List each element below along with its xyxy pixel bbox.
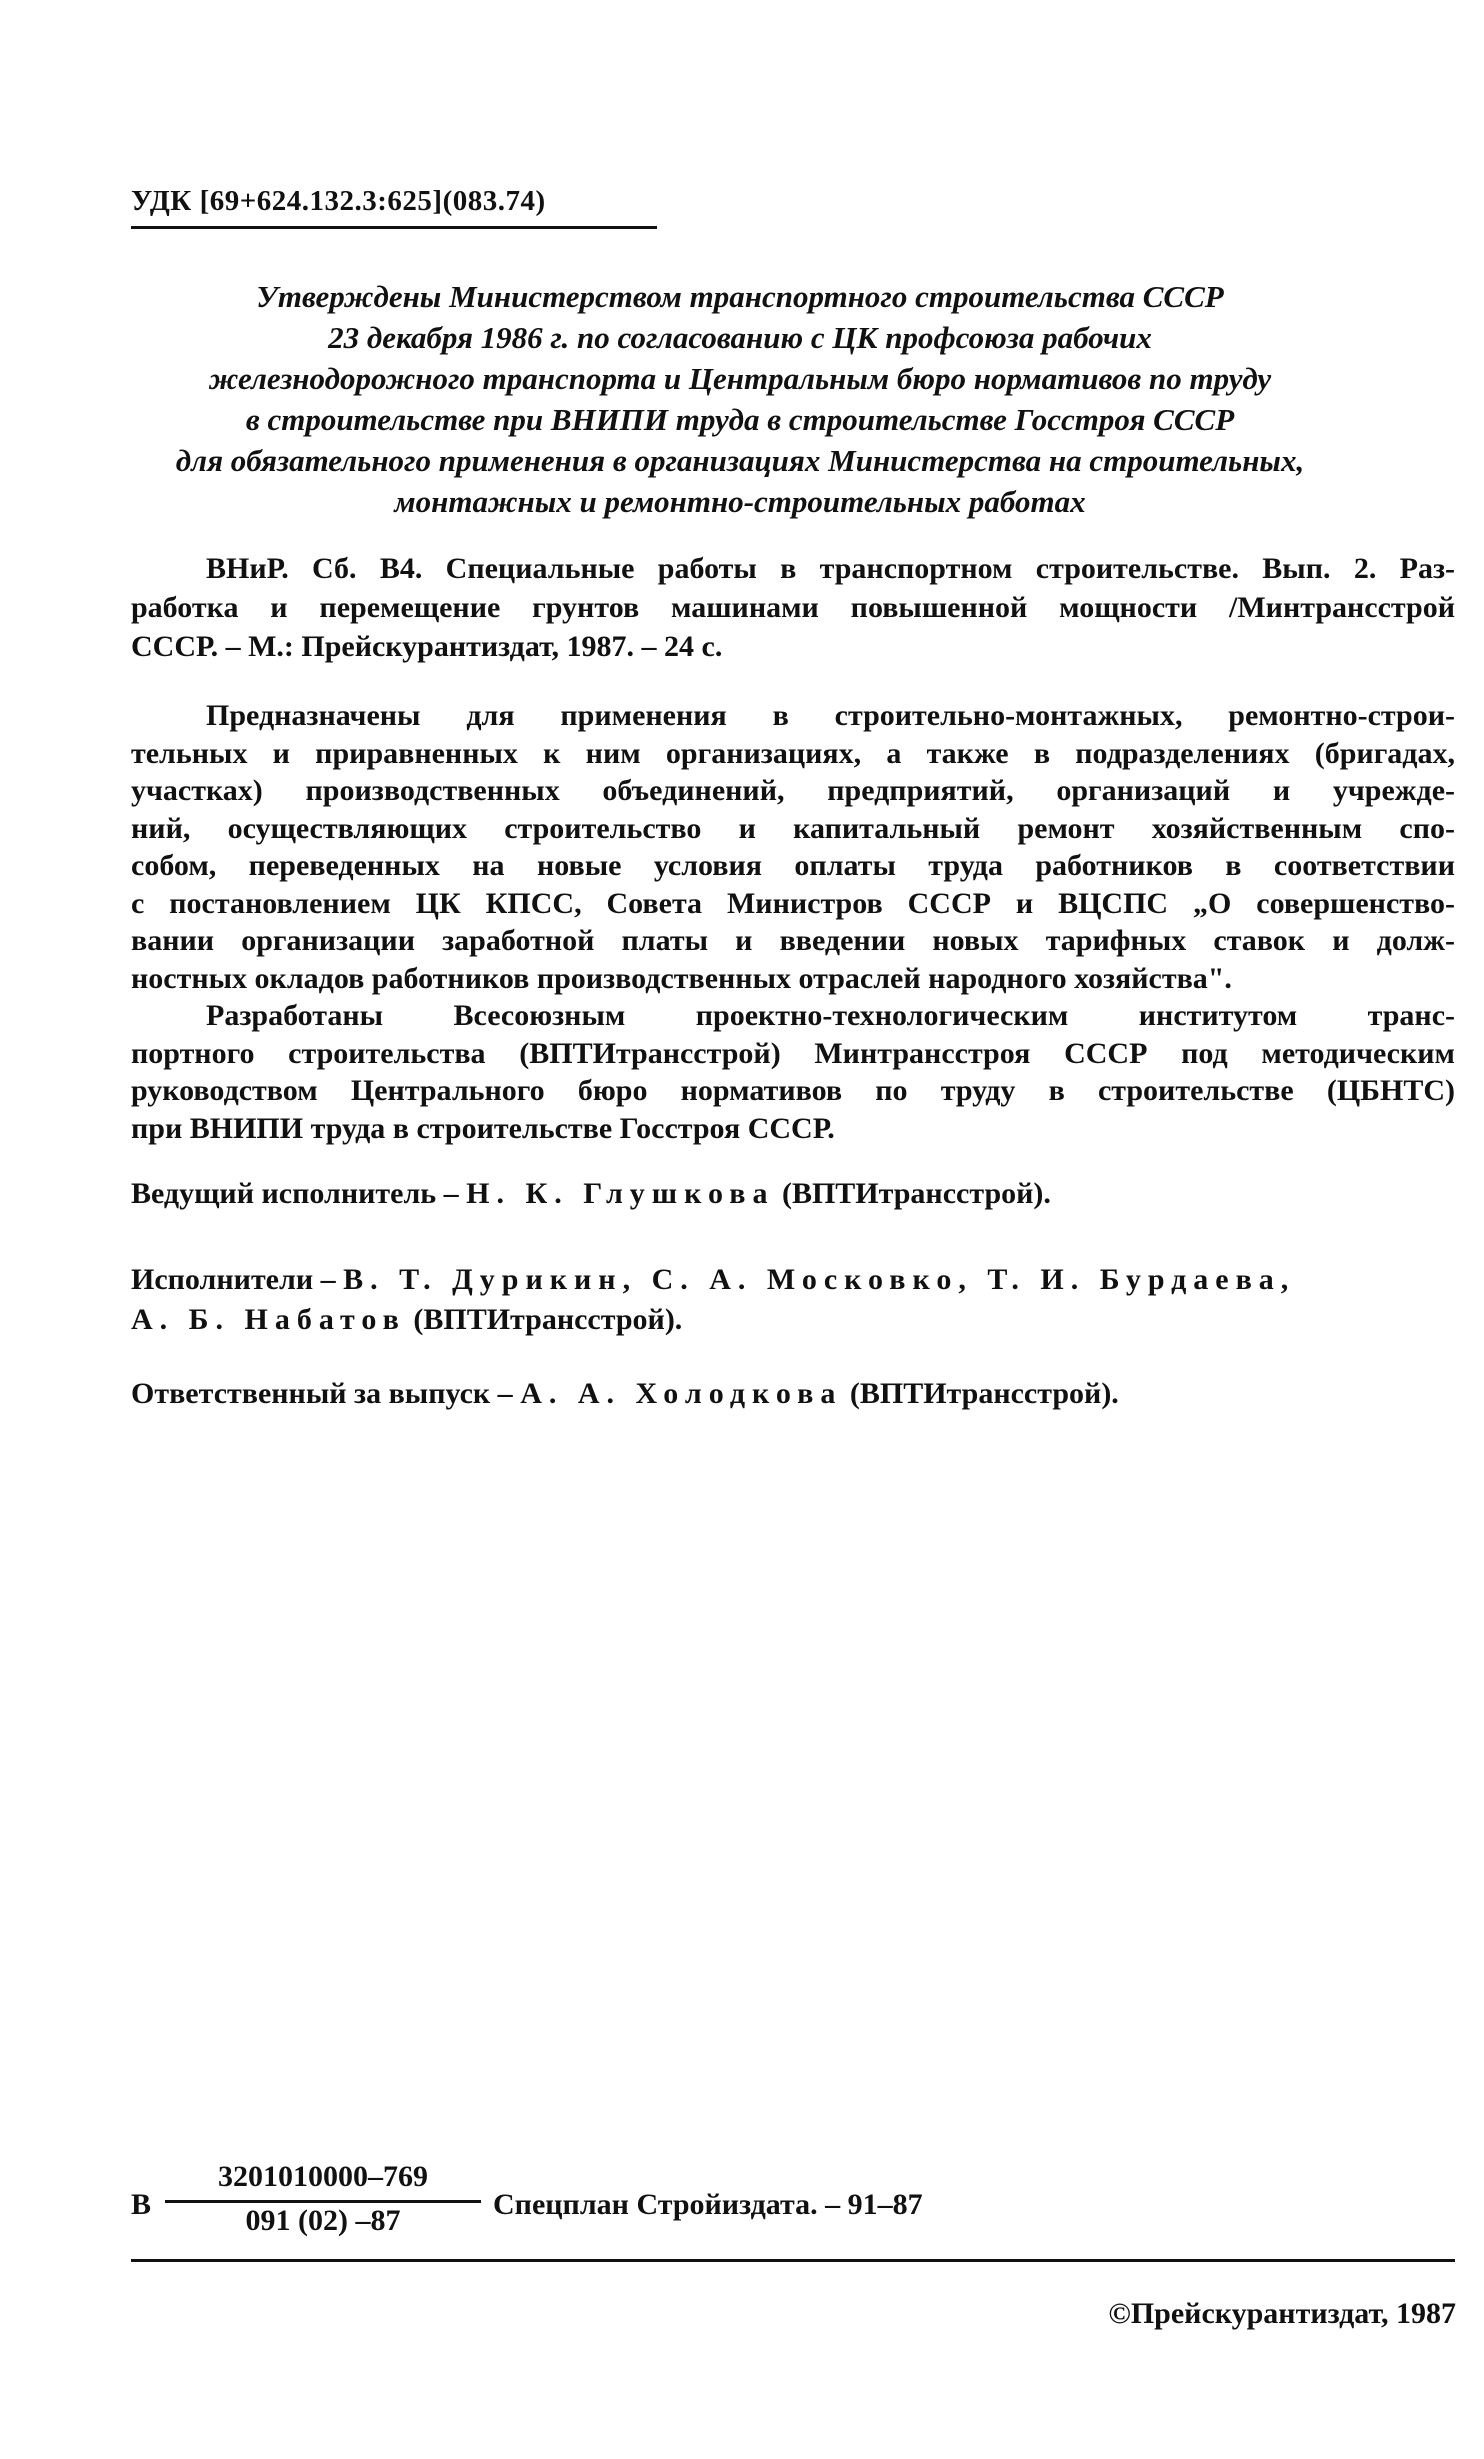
- code-numerator: 3201010000–769: [218, 2160, 428, 2193]
- code-denominator: 091 (02) –87: [245, 2204, 401, 2237]
- purpose-paragraph: [131, 697, 1455, 1147]
- lead-executor-org: (ВПТИтрансстрой).: [781, 1177, 1051, 1210]
- approval-statement: [150, 276, 1330, 522]
- approval-line: в строительстве при ВНИПИ труда в строительстве Госстроя СССР: [245, 402, 1235, 437]
- executors-org: (ВПТИтрансстрой).: [413, 1303, 683, 1336]
- lead-executor-name: Н. К. Глушкова: [466, 1177, 775, 1210]
- responsible-label: Ответственный за выпуск –: [131, 1377, 513, 1410]
- executors-names: А. Б. Набатов: [131, 1303, 406, 1336]
- intro-line: Предназначены для применения в строительно-монтажных, ремонтно-строи-: [206, 699, 1455, 732]
- intro-line: с постановлением ЦК КПСС, Совета Министров СССР и ВЦСПС „О совершенство-: [131, 886, 1455, 920]
- fraction-bar: [165, 2200, 481, 2203]
- intro-line: ностных окладов работников производственных отраслей народного хозяйства".: [131, 961, 1232, 995]
- approval-line: для обязательного применения в организациях Министерства на строительных,: [175, 443, 1305, 478]
- intro-line: тельных и приравненных к ним организациях, а также в подразделениях (бригадах,: [131, 736, 1455, 770]
- approval-line: монтажных и ремонтно-строительных работах: [394, 484, 1086, 519]
- developer-line: руководством Центрального бюро нормативов по труду в строительстве (ЦБНТС): [131, 1074, 1455, 1107]
- biblio-line: ВНиР. Сб. В4. Специальные работы в транспортном строительстве. Вып. 2. Раз-: [206, 552, 1455, 585]
- lead-executor-label: Ведущий исполнитель –: [131, 1177, 459, 1210]
- intro-line: ний, осуществляющих строительство и капитальный ремонт хозяйственным спо-: [131, 811, 1455, 845]
- lead-executor: [131, 1177, 1051, 1211]
- udk-underline: [131, 226, 657, 229]
- code-letter: В: [131, 2188, 152, 2221]
- responsible-for-release: [131, 1377, 1119, 1411]
- responsible-org: (ВПТИтрансстрой).: [849, 1377, 1119, 1410]
- responsible-name: А. А. Холодкова: [520, 1377, 843, 1410]
- intro-line: вании организации заработной платы и введении новых тарифных ставок и долж-: [131, 924, 1455, 957]
- executors-label: Исполнители –: [131, 1263, 336, 1296]
- copyright-notice: ©Прейскурантиздат, 1987: [1108, 2297, 1456, 2330]
- footer-rule: [131, 2259, 1455, 2262]
- developer-line: портного строительства (ВПТИтрансстрой) Минтрансстроя СССР под методическим: [131, 1036, 1455, 1070]
- biblio-line: работка и перемещение грунтов машинами повышенной мощности /Минтрансстрой: [131, 591, 1455, 624]
- biblio-line: СССР. – М.: Прейскурантиздат, 1987. – 24 с.: [131, 630, 723, 663]
- approval-line: 23 декабря 1986 г. по согласованию с ЦК профсоюза рабочих: [328, 320, 1152, 355]
- bibliographic-description: [131, 549, 1455, 666]
- approval-line: железнодорожного транспорта и Центральным бюро нормативов по труду: [208, 361, 1272, 396]
- executors: [131, 1260, 1455, 1340]
- udk-code: УДК [69+624.132.3:625](083.74): [131, 185, 546, 217]
- developer-line: Разработаны Всесоюзным проектно-технологическим институтом транс-: [206, 999, 1455, 1032]
- approval-line: Утверждены Министерством транспортного строительства СССР: [256, 279, 1224, 314]
- developer-line: при ВНИПИ труда в строительстве Госстроя СССР.: [131, 1111, 835, 1145]
- intro-line: собом, переведенных на новые условия оплаты труда работников в соответствии: [131, 849, 1455, 882]
- publication-code: [131, 2160, 1031, 2240]
- publishing-plan: Спецплан Стройиздата. – 91–87: [493, 2188, 923, 2221]
- executors-names: В. Т. Дурикин, С. А. Московко, Т. И. Бурдаева,: [343, 1263, 1296, 1296]
- intro-line: участках) производственных объединений, предприятий, организаций и учрежде-: [131, 774, 1455, 807]
